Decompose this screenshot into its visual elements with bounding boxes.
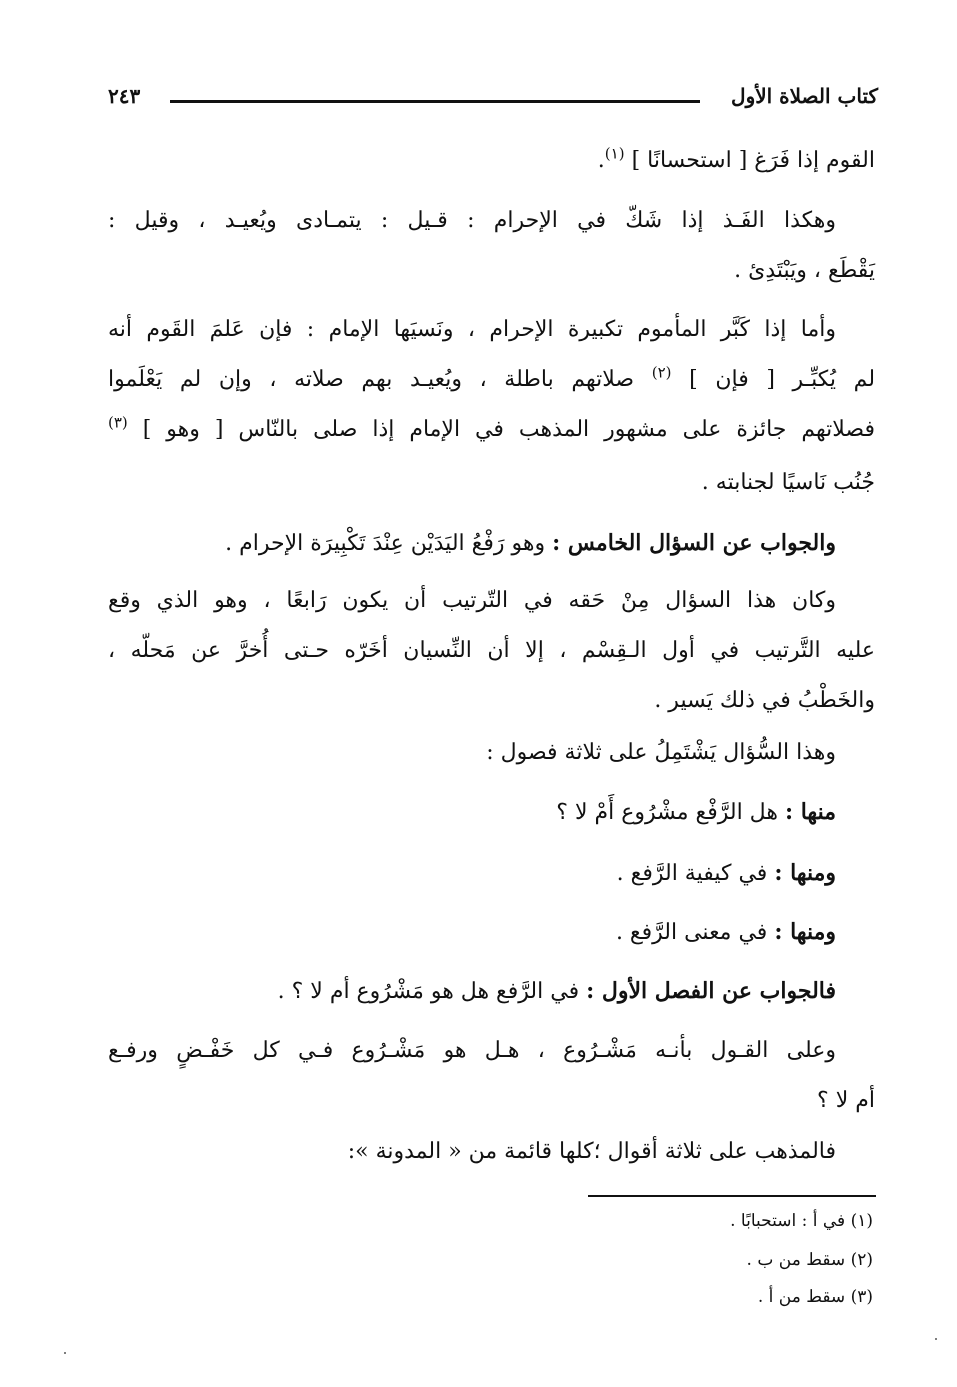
line-5-a: لم يُكبِّـر [ فإن ]: [689, 367, 876, 392]
text-line-6: [108, 405, 875, 455]
scan-speck: [935, 1338, 937, 1340]
footnote-divider: [588, 1195, 876, 1197]
chapter-title: كتاب الصلاة الأول: [731, 84, 878, 108]
page-number: ٢٤٣: [108, 84, 141, 108]
text-line-1: [108, 136, 875, 186]
text-line-4: وأما إذا كَبَّر المأموم تكبيرة الإحرام ، ونَسيَها الإمام : فإن عَلمَ القَوم أنه: [108, 317, 836, 342]
line-16-rest: في الرَّفع هل هو مَشْرُوع أم لا ؟ .: [277, 979, 580, 1004]
text-line-14: [108, 848, 836, 898]
scan-speck: [64, 1352, 66, 1354]
text-line-8: [108, 518, 836, 568]
text-line-19: فالمذهب على ثلاثة أقوال ؛كلها قائمة من « المدونة »:: [347, 1139, 836, 1164]
text-line-17: وعلى القـول بأنـه مَشْـرُوع ، هـل هو مَشْـرُوع فـي كل خَفْـضٍ ورفـع: [108, 1038, 837, 1063]
text-line-15: [108, 907, 836, 957]
text-line-10: عليه التَّرتيب في أول الـقِسْم ، إلا أن النِّسيان أخَرّه حـتى أُخرَّ عن مَحلّه ،: [108, 638, 875, 663]
text-line-13: [108, 787, 836, 837]
text-line-18: أم لا ؟: [817, 1088, 875, 1113]
text-line-7: جُنُب نَاسيًا لجنابته .: [701, 470, 875, 495]
section-heading-chapter-1: فالجواب عن الفصل الأول :: [586, 978, 836, 1004]
section-heading-5: والجواب عن السؤال الخامس :: [552, 530, 836, 556]
line-13-rest: هل الرَّفْع مشْرُوع أَمْ لا ؟: [556, 800, 778, 825]
line-15-rest: في معنى الرَّفع .: [615, 920, 768, 945]
line-5-b: صلاتهم باطلة ، ويُعيـد بهم صلاته ، وإن لم يَعْلَموا: [108, 367, 635, 392]
page-header: [108, 80, 878, 116]
line-6-a: فصلاتهم جائزة على مشهور المذهب في الإمام إذا صلى بالنّاس [ وهو ]: [142, 417, 875, 442]
line-8-rest: وهو رَفْعُ اليَدَيْن عِنْدَ تَكْبِيرَة الإحرام .: [225, 531, 546, 556]
text-line-9: وكان هذا السؤال مِنْ حَقه في التّرتيب أن يكون رَابعًا ، وهو الذي وقع: [108, 588, 836, 613]
footnote-2: (٢) سقط من ب .: [746, 1250, 873, 1270]
footnote-ref-3: (٣): [108, 413, 128, 432]
line-14-rest: في كيفية الرَّفع .: [616, 861, 768, 886]
item-label-3: ومنها :: [774, 919, 836, 945]
text-line-11: والخَطْبُ في ذلك يَسير .: [654, 688, 875, 713]
item-label-2: ومنها :: [774, 860, 836, 886]
text-line-3: يَقْطَع ، ويَبْتَدِئ .: [734, 258, 875, 283]
line-1-text: القوم إذا فَرَغ [ استحسانًا ]: [631, 148, 875, 173]
footnote-ref-1: (١): [604, 144, 625, 163]
text-line-2: وهكذا الفَـذ إذا شَكّ في الإحرام : قـيل : يتمـادى ويُعيـد ، وقيل :: [108, 208, 836, 233]
footnote-3: (٣) سقط من أ .: [757, 1287, 873, 1307]
text-line-16: [108, 966, 836, 1016]
text-line-12: وهذا السُّؤال يَشْتَمِلُ على ثلاثة فصول :: [486, 740, 836, 765]
text-line-5: [108, 355, 875, 405]
item-label-1: منها :: [784, 799, 836, 825]
line-1-end: .: [597, 148, 605, 173]
header-rule: [170, 100, 700, 103]
footnote-ref-2: (٢): [651, 363, 672, 382]
footnote-1: (١) في أ : استحبابًا .: [730, 1211, 873, 1231]
